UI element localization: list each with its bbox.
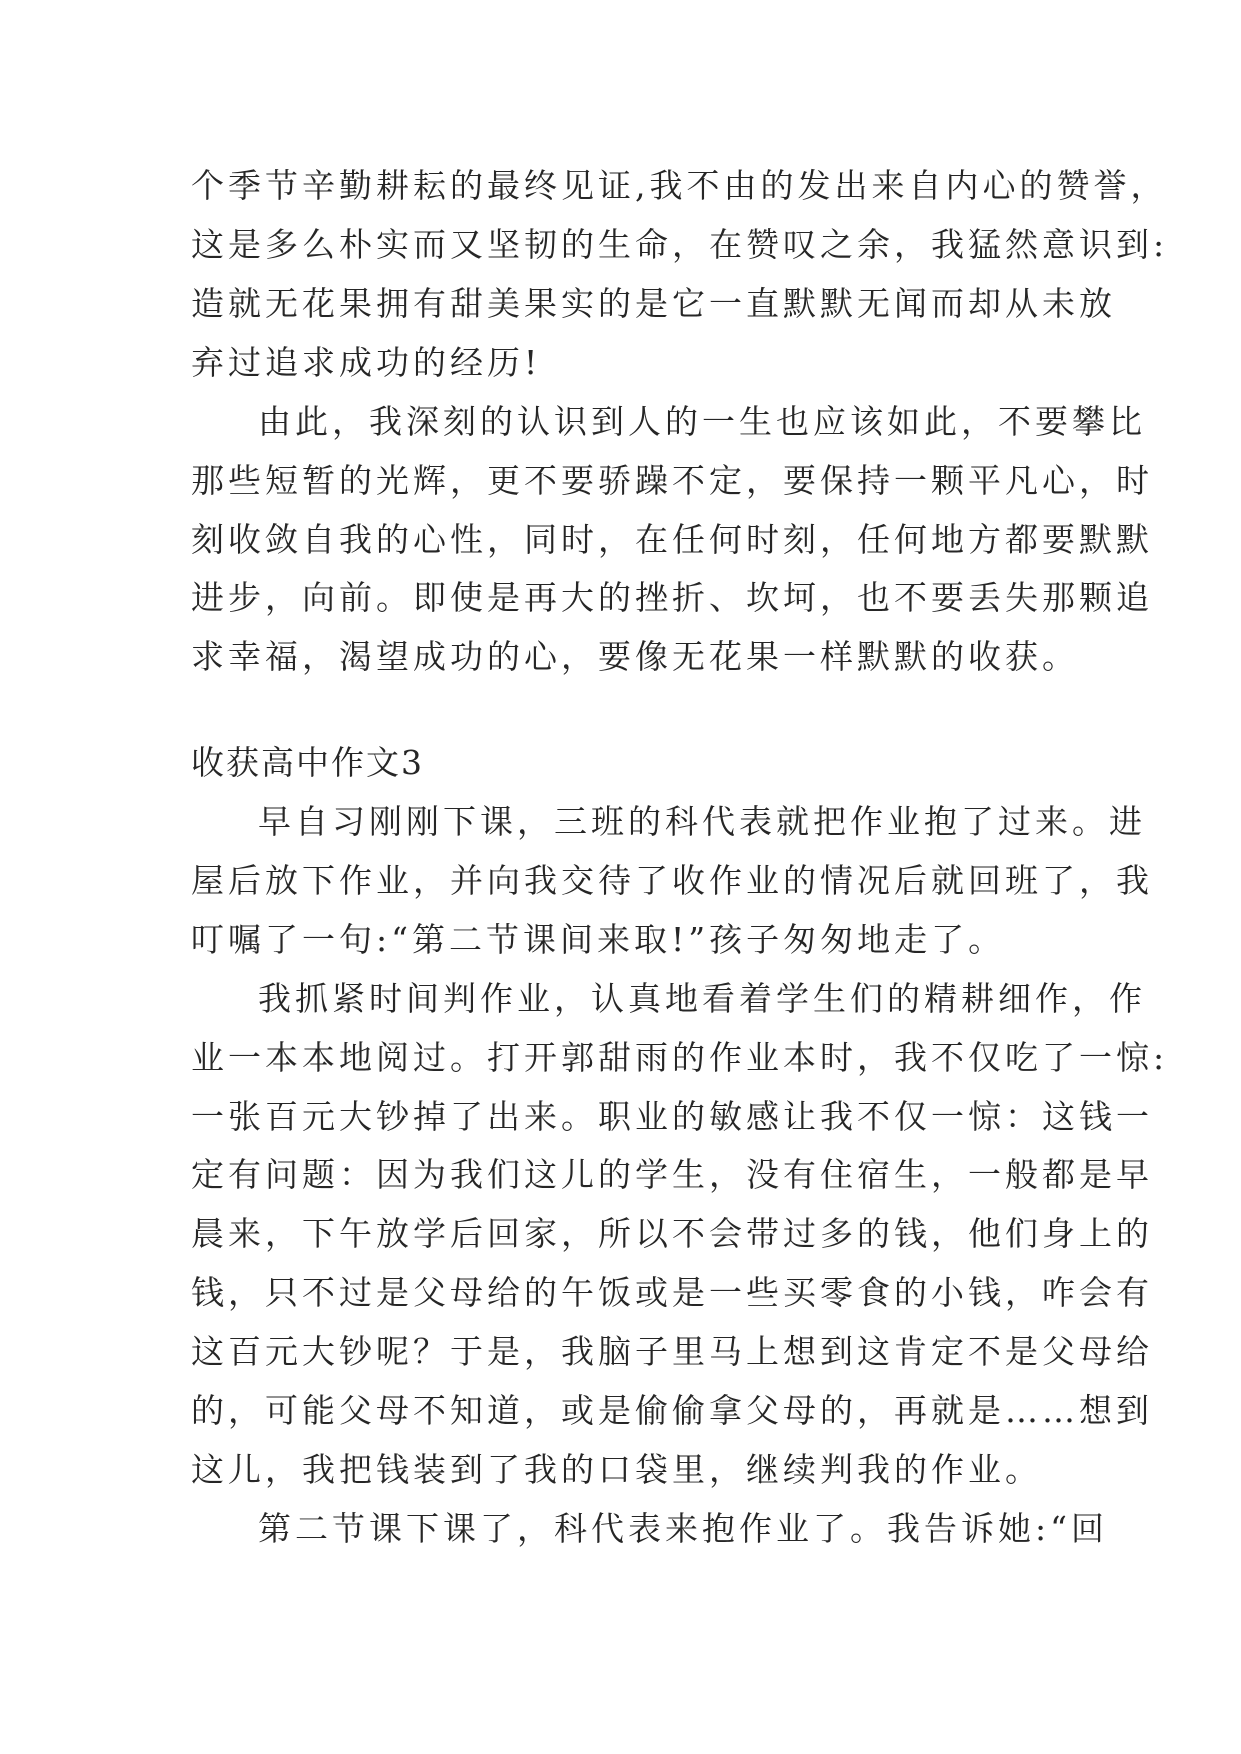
text-line: 第二节课下课了，科代表来抱作业了。我告诉她:“回 bbox=[258, 1509, 1108, 1548]
text-line: 求幸福，渴望成功的心，要像无花果一样默默的收获。 bbox=[191, 637, 1079, 676]
text-line: 业一本本地阅过。打开郭甜雨的作业本时，我不仅吃了一惊: bbox=[191, 1038, 1169, 1077]
text-line: 进步，向前。即使是再大的挫折、坎坷，也不要丢失那颗追 bbox=[191, 578, 1153, 617]
text-line: 一张百元大钞掉了出来。职业的敏感让我不仅一惊：这钱一 bbox=[191, 1097, 1153, 1136]
text-line: 晨来，下午放学后回家，所以不会带过多的钱，他们身上的 bbox=[191, 1214, 1153, 1253]
text-line: 叮嘱了一句:“第二节课间来取!”孩子匆匆地走了。 bbox=[191, 920, 1006, 959]
text-line: 早自习刚刚下课，三班的科代表就把作业抱了过来。进 bbox=[258, 802, 1146, 841]
text-line: 的，可能父母不知道，或是偷偷拿父母的，再就是……想到 bbox=[191, 1391, 1153, 1430]
text-line: 这百元大钞呢？于是，我脑子里马上想到这肯定不是父母给 bbox=[191, 1332, 1153, 1371]
text-line: 由此，我深刻的认识到人的一生也应该如此，不要攀比 bbox=[258, 402, 1146, 441]
text-line: 钱，只不过是父母给的午饭或是一些买零食的小钱，咋会有 bbox=[191, 1273, 1153, 1312]
text-line: 这儿，我把钱装到了我的口袋里，继续判我的作业。 bbox=[191, 1450, 1042, 1489]
text-line: 刻收敛自我的心性，同时，在任何时刻，任何地方都要默默 bbox=[191, 520, 1153, 559]
text-line: 个季节辛勤耕耘的最终见证,我不由的发出来自内心的赞誉， bbox=[191, 166, 1168, 205]
text-line: 弃过追求成功的经历! bbox=[191, 343, 542, 382]
text-line: 造就无花果拥有甜美果实的是它一直默默无闻而却从未放 bbox=[191, 284, 1116, 323]
section-heading: 收获高中作文3 bbox=[191, 743, 424, 782]
text-line: 我抓紧时间判作业，认真地看着学生们的精耕细作，作 bbox=[258, 979, 1146, 1018]
text-line: 屋后放下作业，并向我交待了收作业的情况后就回班了，我 bbox=[191, 861, 1153, 900]
text-line: 这是多么朴实而又坚韧的生命，在赞叹之余，我猛然意识到: bbox=[191, 225, 1169, 264]
text-line: 定有问题：因为我们这儿的学生，没有住宿生，一般都是早 bbox=[191, 1155, 1153, 1194]
text-line: 那些短暂的光辉，更不要骄躁不定，要保持一颗平凡心，时 bbox=[191, 461, 1153, 500]
